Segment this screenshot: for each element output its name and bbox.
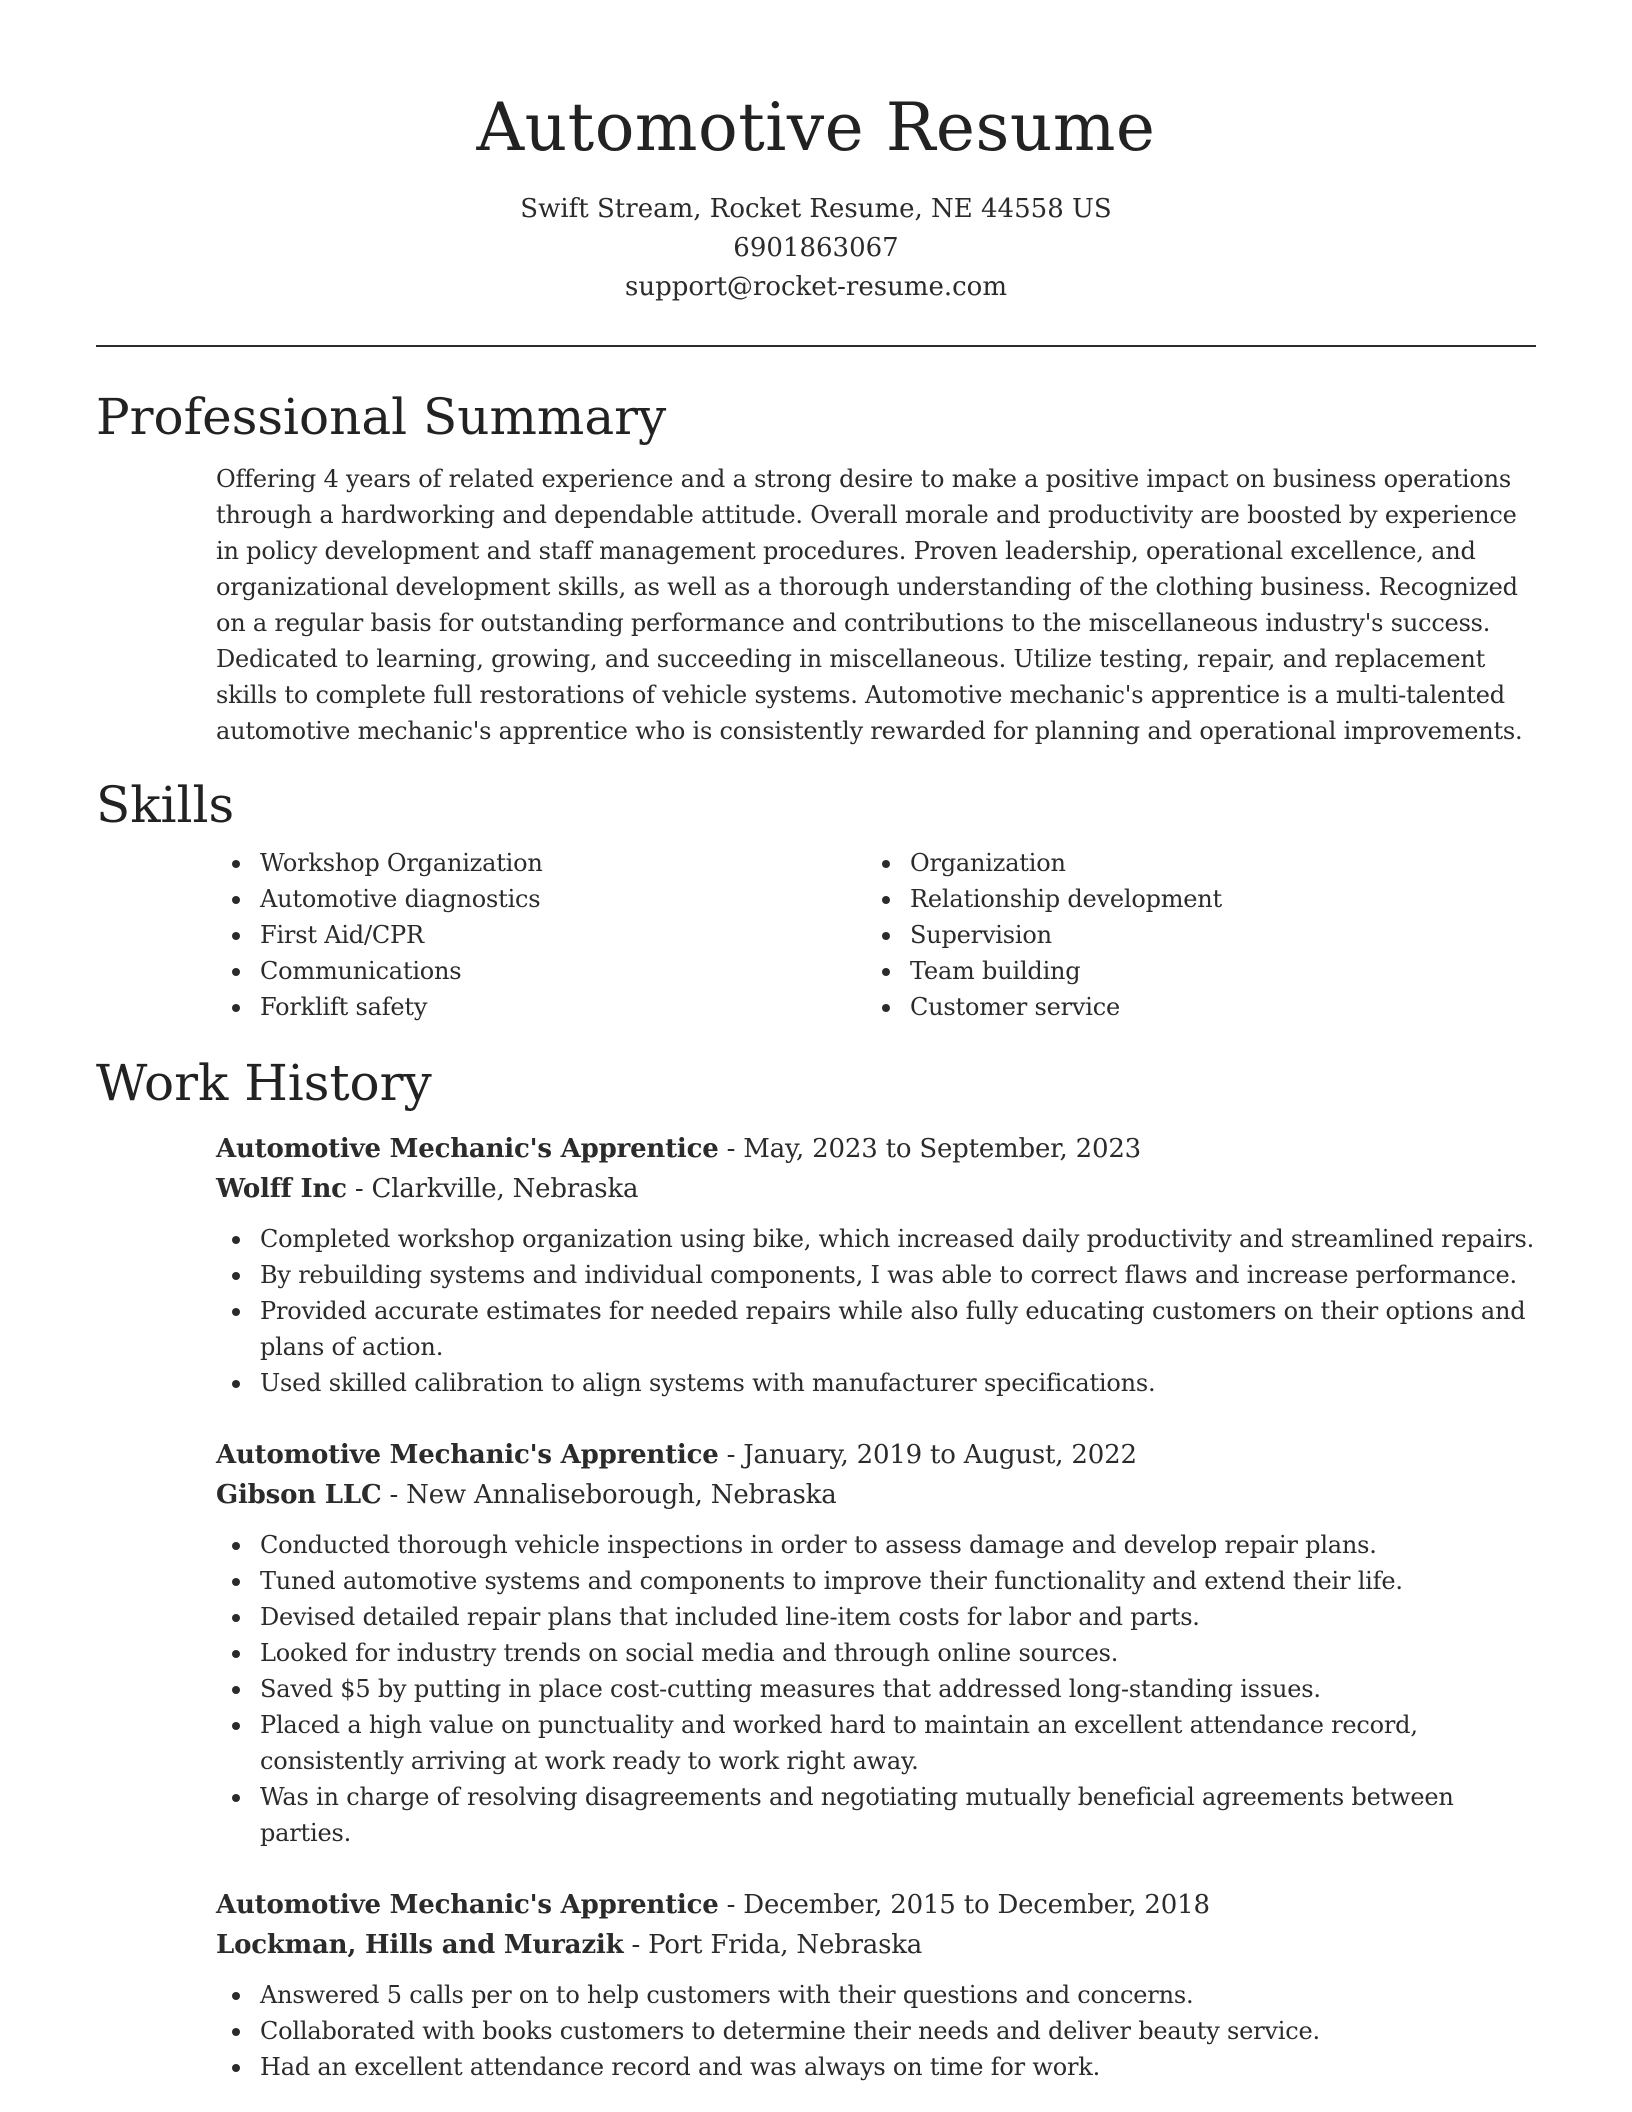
job-title-line [216,1435,1536,1475]
job-location: - Clarkville, Nebraska [346,1174,639,1204]
job-duties [216,1221,1536,1401]
job-location: - New Annaliseborough, Nebraska [381,1480,837,1510]
job-title-line [216,1885,1536,1925]
header-divider [96,345,1536,347]
skills-section [96,773,1536,1025]
summary-section [96,385,1536,749]
job-duty: Was in charge of resolving disagreements and negotiating mutually beneficial agreements between parties. [216,1779,1536,1851]
job-company: Gibson LLC [216,1480,382,1510]
skills-list-right [866,845,1516,1025]
contact-email: support@rocket-resume.com [624,272,1007,302]
job-duty: Conducted thorough vehicle inspections in order to assess damage and develop repair plans. [216,1527,1536,1563]
summary-heading: Professional Summary [96,388,667,446]
job-duty: Looked for industry trends on social media and through online sources. [216,1635,1536,1671]
job-duty: Tuned automotive systems and components to improve their functionality and extend their life. [216,1563,1536,1599]
resume-title: Automotive Resume [476,89,1156,166]
job-entry [216,1129,1536,1401]
contact-phone: 6901863067 [733,233,899,263]
job-location: - Port Frida, Nebraska [623,1930,923,1960]
skill-item: Customer service [866,989,1516,1025]
skill-item: First Aid/CPR [216,917,866,953]
job-duty: Completed workshop organization using bike, which increased daily productivity and streamlined repairs. [216,1221,1536,1257]
job-entry [216,1435,1536,1851]
job-title: Automotive Mechanic's Apprentice [216,1440,719,1470]
job-duty: Answered 5 calls per on to help customers with their questions and concerns. [216,1977,1536,2013]
job-company-line [216,1475,1536,1515]
summary-text: Offering 4 years of related experience and a strong desire to make a positive impact on business operations through a hardworking and dependable attitude. Overall morale and productivity are boosted by experience in policy development and staff management procedures. Proven leadership, operational excellence, and organizational development skills, as well as a thorough understanding of the clothing business. Recognized on a regular basis for outstanding performance and contributions to the miscellaneous industry's success. Dedicated to learning, growing, and succeeding in miscellaneous. Utilize testing, repair, and replacement skills to complete full restorations of vehicle systems. Automotive mechanic's apprentice is a multi-talented automotive mechanic's apprentice who is consistently rewarded for planning and operational improvements. [216,465,1523,745]
job-duties [216,1527,1536,1851]
job-title: Automotive Mechanic's Apprentice [216,1134,719,1164]
skills-list-left [216,845,866,1025]
skill-item: Automotive diagnostics [216,881,866,917]
job-duty: Provided accurate estimates for needed repairs while also fully educating customers on their options and plans of action. [216,1293,1536,1365]
work-history-heading: Work History [96,1054,432,1112]
job-dates: - December, 2015 to December, 2018 [718,1890,1210,1920]
job-company-line [216,1925,1536,1965]
job-duty: Saved $5 by putting in place cost-cutting measures that addressed long-standing issues. [216,1671,1536,1707]
job-duty: Collaborated with books customers to determine their needs and deliver beauty service. [216,2013,1536,2049]
skill-item: Organization [866,845,1516,881]
contact-info [96,190,1536,307]
job-duty: Placed a high value on punctuality and worked hard to maintain an excellent attendance record, consistently arriving at work ready to work right away. [216,1707,1536,1779]
job-duty: Used skilled calibration to align systems with manufacturer specifications. [216,1365,1536,1401]
job-duty: Devised detailed repair plans that included line-item costs for labor and parts. [216,1599,1536,1635]
job-company-line [216,1169,1536,1209]
job-duty: By rebuilding systems and individual components, I was able to correct flaws and increase performance. [216,1257,1536,1293]
job-dates: - May, 2023 to September, 2023 [718,1134,1142,1164]
work-history-section [96,1051,1536,2085]
job-dates: - January, 2019 to August, 2022 [718,1440,1137,1470]
job-title-line [216,1129,1536,1169]
resume-page [96,0,1536,2112]
skills-grid [216,845,1536,1025]
skill-item: Workshop Organization [216,845,866,881]
job-duty: Had an excellent attendance record and was always on time for work. [216,2049,1536,2085]
skills-heading: Skills [96,776,235,834]
job-company: Lockman, Hills and Murazik [216,1930,624,1960]
job-duties [216,1977,1536,2085]
job-title: Automotive Mechanic's Apprentice [216,1890,719,1920]
skill-item: Supervision [866,917,1516,953]
contact-address: Swift Stream, Rocket Resume, NE 44558 US [520,194,1112,224]
skill-item: Forklift safety [216,989,866,1025]
job-entry [216,1885,1536,2085]
skill-item: Communications [216,953,866,989]
skill-item: Team building [866,953,1516,989]
resume-header [96,0,1536,347]
job-company: Wolff Inc [216,1174,347,1204]
skill-item: Relationship development [866,881,1516,917]
